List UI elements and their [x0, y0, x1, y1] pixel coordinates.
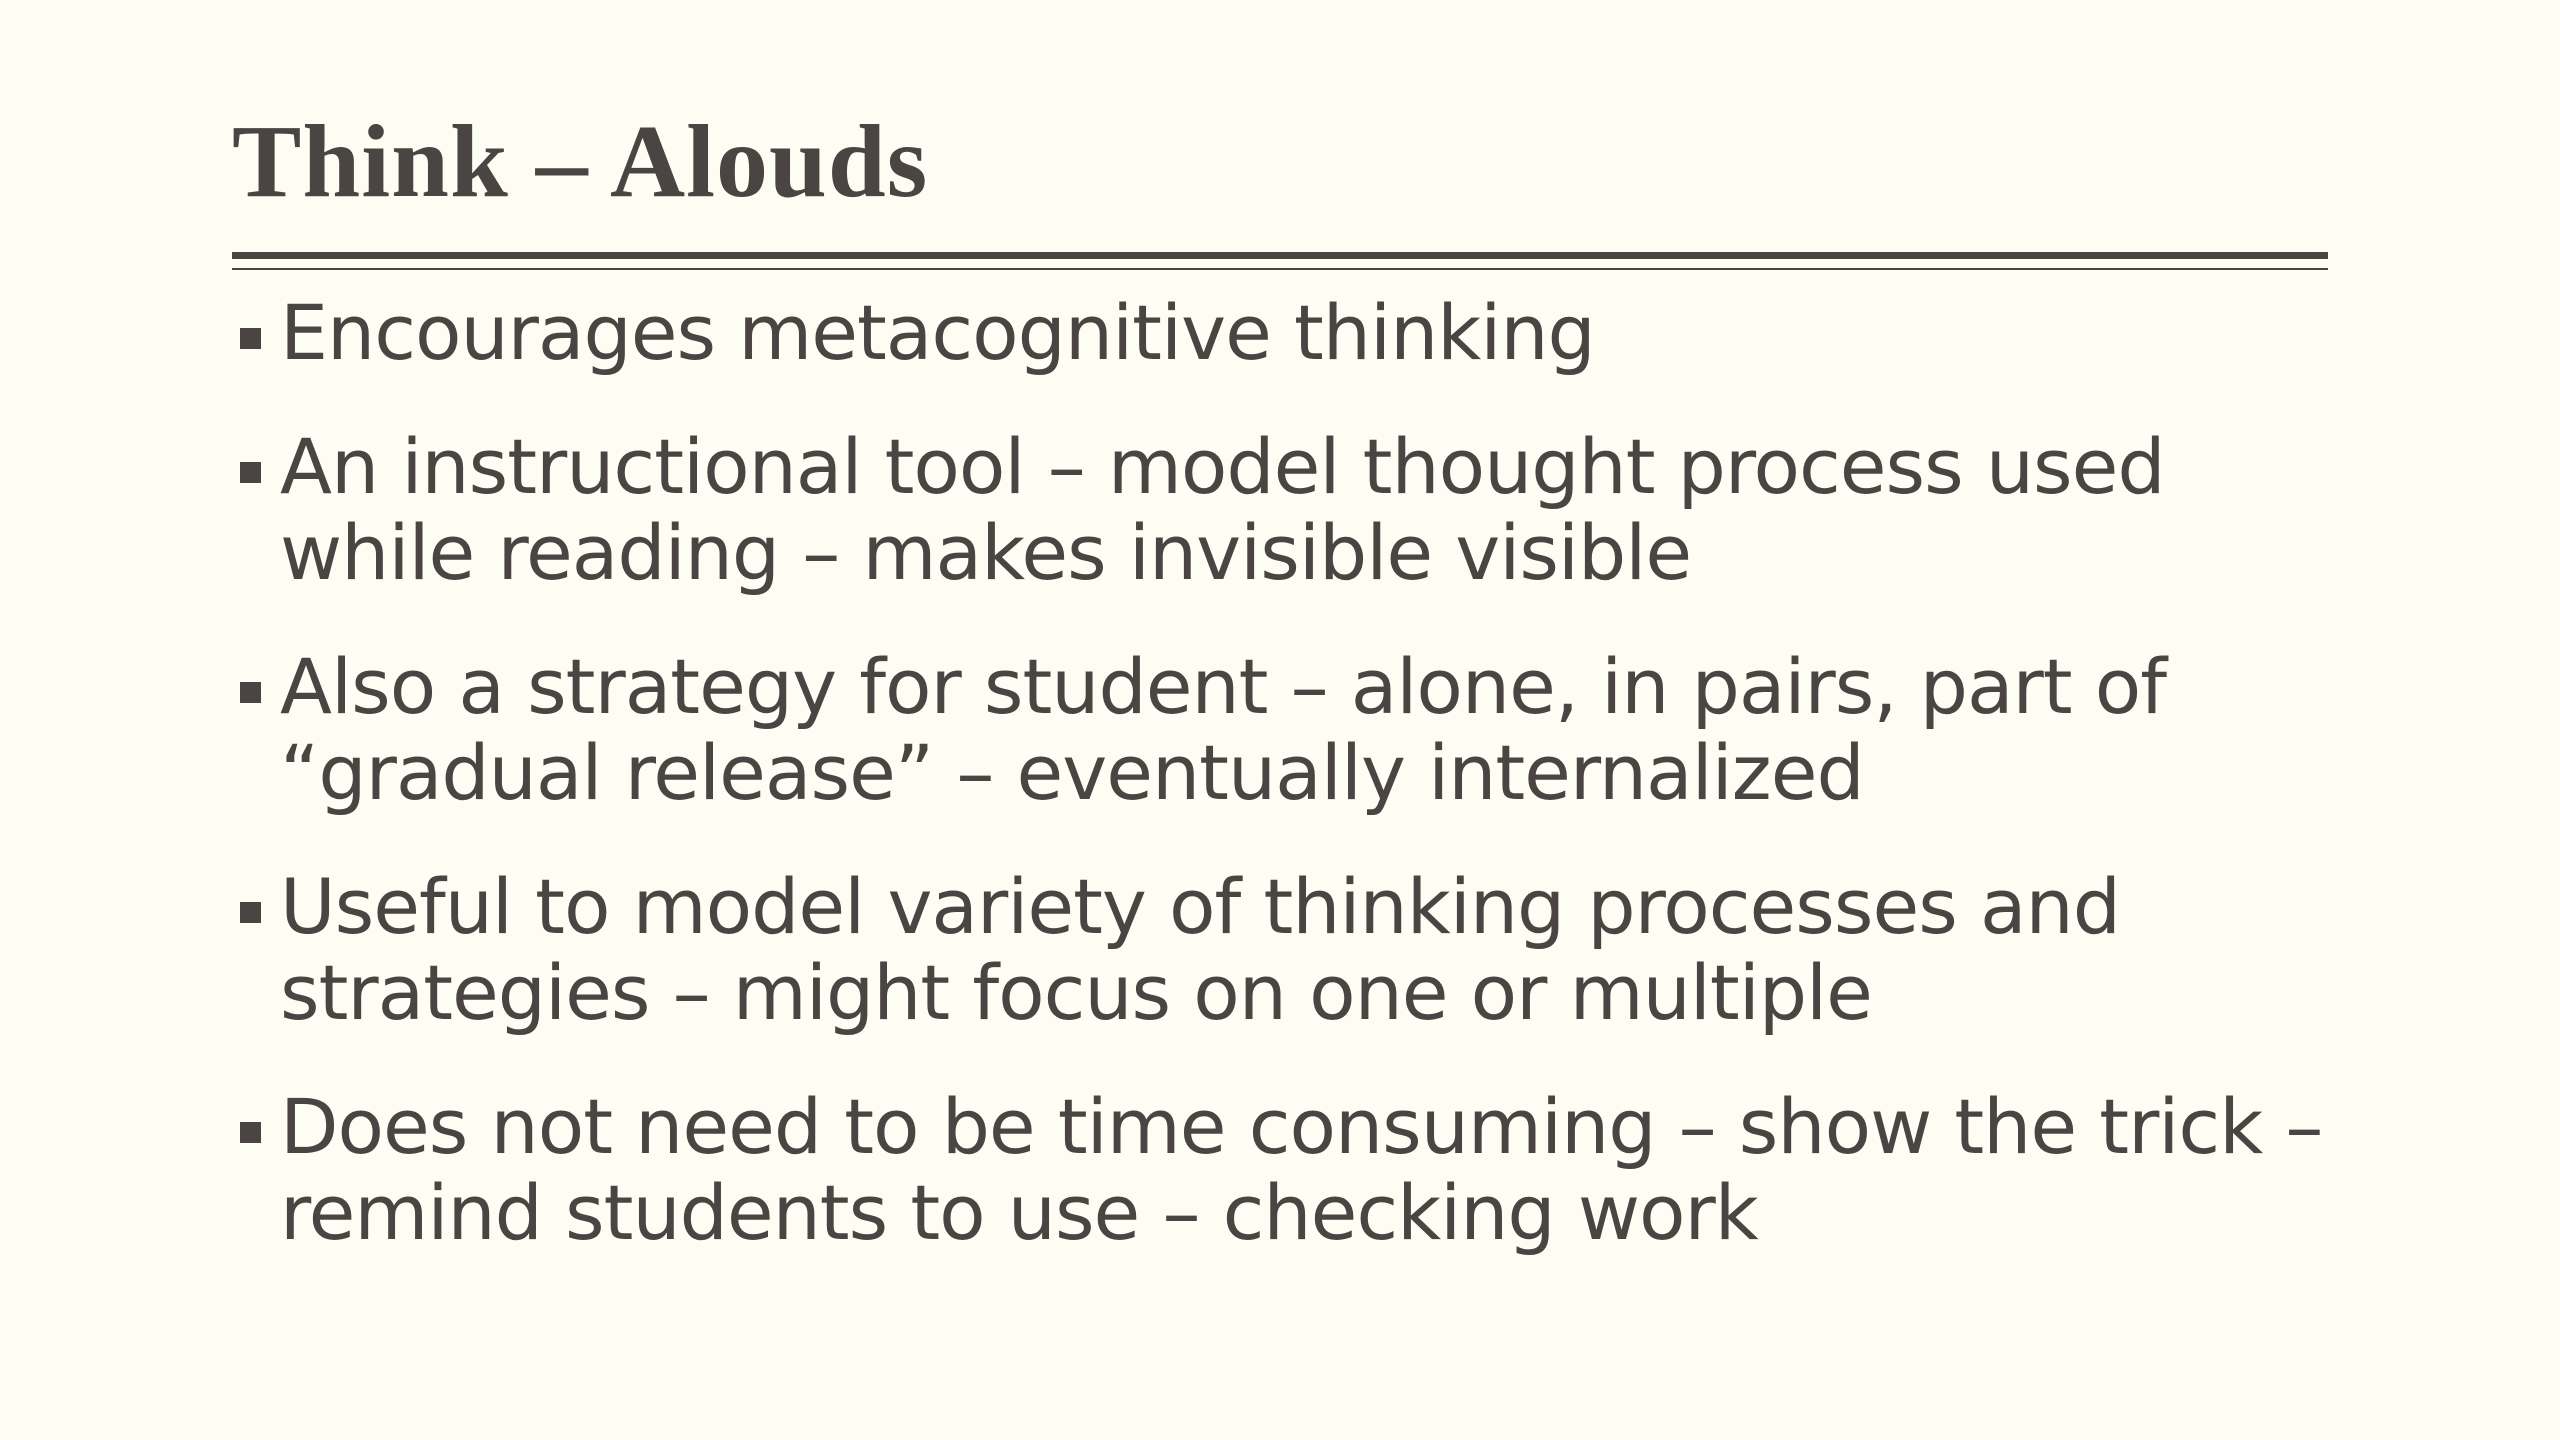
square-bullet-icon [240, 682, 261, 703]
slide-title: Think – Alouds [232, 104, 929, 219]
bullet-text: An instructional tool – model thought process used while reading – makes invisible visible [280, 422, 2165, 597]
bullet-item [232, 424, 2372, 596]
bullet-item [232, 864, 2372, 1036]
bullet-list [232, 290, 2372, 1304]
bullet-text: Does not need to be time consuming – show the trick – remind students to use – checking work [280, 1082, 2323, 1257]
bullet-text: Also a strategy for student – alone, in pairs, part of “gradual release” – eventually internalized [280, 642, 2166, 817]
square-bullet-icon [240, 902, 261, 923]
square-bullet-icon [240, 462, 261, 483]
title-divider-thin [232, 268, 2328, 270]
title-divider-thick [232, 252, 2328, 259]
bullet-text: Encourages metacognitive thinking [280, 288, 1595, 377]
bullet-text: Useful to model variety of thinking processes and strategies – might focus on one or multiple [280, 862, 2120, 1037]
bullet-item [232, 1084, 2372, 1256]
square-bullet-icon [240, 1122, 261, 1143]
bullet-item [232, 644, 2372, 816]
bullet-item [232, 290, 2372, 376]
square-bullet-icon [240, 328, 261, 349]
